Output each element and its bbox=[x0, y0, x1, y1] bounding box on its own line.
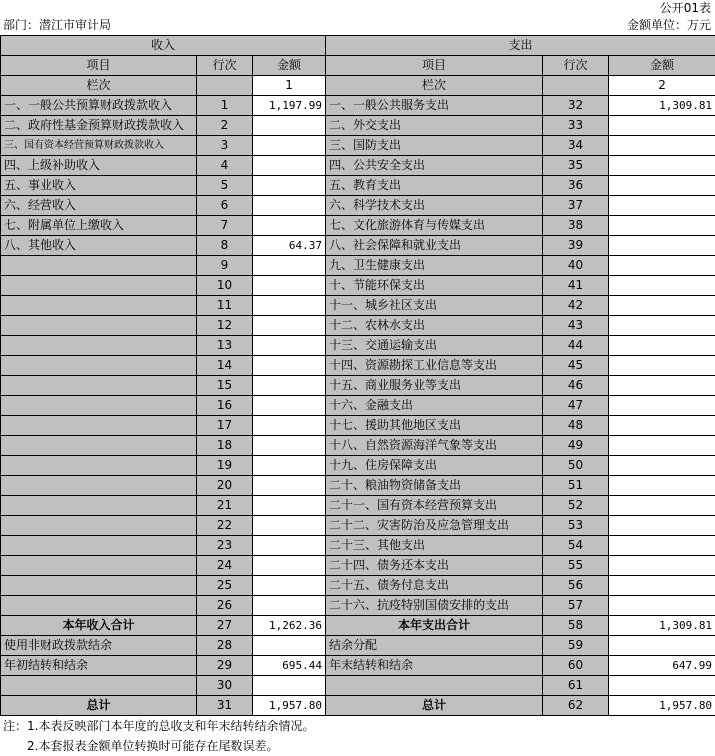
expense-row-number: 61 bbox=[543, 676, 609, 696]
table-row bbox=[1, 396, 715, 416]
income-row-number: 27 bbox=[197, 616, 253, 636]
expense-item-cell: 二十二、灾害防治及应急管理支出 bbox=[326, 516, 543, 536]
income-item-cell: 七、附属单位上缴收入 bbox=[1, 216, 197, 236]
income-amount-cell bbox=[253, 336, 326, 356]
income-item-cell: 六、经营收入 bbox=[1, 196, 197, 216]
income-row-number: 9 bbox=[197, 256, 253, 276]
expense-amount-cell bbox=[609, 276, 715, 296]
expense-amount-cell bbox=[609, 116, 715, 136]
column-header-row bbox=[1, 56, 715, 76]
income-amount-cell bbox=[253, 456, 326, 476]
expense-amount-cell bbox=[609, 356, 715, 376]
table-row bbox=[1, 176, 715, 196]
unit-label: 金额单位：万元 bbox=[626, 18, 711, 32]
expense-amount-cell bbox=[609, 196, 715, 216]
expense-item-header: 项目 bbox=[326, 56, 543, 76]
expense-row-number: 44 bbox=[543, 336, 609, 356]
income-item-cell: 二、政府性基金预算财政拨款收入 bbox=[1, 116, 197, 136]
table-row bbox=[1, 296, 715, 316]
table-row bbox=[1, 336, 715, 356]
income-row-number: 12 bbox=[197, 316, 253, 336]
table-row bbox=[1, 656, 715, 676]
expense-amount-cell: 1,309.81 bbox=[609, 96, 715, 116]
income-item-cell bbox=[1, 476, 197, 496]
income-row-number: 31 bbox=[197, 696, 253, 716]
expense-item-cell: 十三、交通运输支出 bbox=[326, 336, 543, 356]
income-row-number: 11 bbox=[197, 296, 253, 316]
income-item-cell: 使用非财政拨款结余 bbox=[1, 636, 197, 656]
expense-amount-cell: 647.99 bbox=[609, 656, 715, 676]
income-amount-cell: 64.37 bbox=[253, 236, 326, 256]
table-row bbox=[1, 316, 715, 336]
expense-row-number: 43 bbox=[543, 316, 609, 336]
income-row-number: 20 bbox=[197, 476, 253, 496]
income-amount-cell bbox=[253, 116, 326, 136]
income-row-number: 29 bbox=[197, 656, 253, 676]
income-item-cell: 三、国有资本经营预算财政拨款收入 bbox=[1, 136, 197, 156]
income-item-cell: 五、事业收入 bbox=[1, 176, 197, 196]
income-item-cell: 四、上级补助收入 bbox=[1, 156, 197, 176]
income-amount-cell bbox=[253, 596, 326, 616]
expense-row-number: 32 bbox=[543, 96, 609, 116]
income-row-number: 26 bbox=[197, 596, 253, 616]
income-row-number: 23 bbox=[197, 536, 253, 556]
expense-row-number: 38 bbox=[543, 216, 609, 236]
income-item-cell: 总计 bbox=[1, 696, 197, 716]
total-row bbox=[1, 696, 715, 716]
expense-item-cell: 十八、自然资源海洋气象等支出 bbox=[326, 436, 543, 456]
income-row-number: 30 bbox=[197, 676, 253, 696]
income-amount-cell bbox=[253, 316, 326, 336]
expense-row-number: 36 bbox=[543, 176, 609, 196]
expense-item-cell: 七、文化旅游体育与传媒支出 bbox=[326, 216, 543, 236]
table-row bbox=[1, 136, 715, 156]
expense-item-cell: 二十、粮油物资储备支出 bbox=[326, 476, 543, 496]
income-amount-cell bbox=[253, 296, 326, 316]
income-item-cell bbox=[1, 596, 197, 616]
income-row-number: 19 bbox=[197, 456, 253, 476]
income-row-number: 15 bbox=[197, 376, 253, 396]
expense-row-number: 62 bbox=[543, 696, 609, 716]
expense-amount-header: 金额 bbox=[609, 56, 715, 76]
expense-item-cell: 二十五、债务付息支出 bbox=[326, 576, 543, 596]
expense-row-number: 35 bbox=[543, 156, 609, 176]
income-item-cell bbox=[1, 516, 197, 536]
income-row-number: 28 bbox=[197, 636, 253, 656]
expense-row-number: 46 bbox=[543, 376, 609, 396]
section-header-row bbox=[1, 36, 715, 56]
expense-item-cell: 二十三、其他支出 bbox=[326, 536, 543, 556]
expense-item-cell: 二、外交支出 bbox=[326, 116, 543, 136]
expense-item-cell: 年末结转和结余 bbox=[326, 656, 543, 676]
expense-item-cell: 本年支出合计 bbox=[326, 616, 543, 636]
expense-row-number: 34 bbox=[543, 136, 609, 156]
expense-amount-cell bbox=[609, 536, 715, 556]
income-amount-cell bbox=[253, 436, 326, 456]
expense-item-cell: 十五、商业服务业等支出 bbox=[326, 376, 543, 396]
expense-row-number: 42 bbox=[543, 296, 609, 316]
income-row-number: 10 bbox=[197, 276, 253, 296]
table-row bbox=[1, 156, 715, 176]
income-amount-cell bbox=[253, 396, 326, 416]
subtotal-row bbox=[1, 616, 715, 636]
expense-item-cell: 十六、金融支出 bbox=[326, 396, 543, 416]
income-row-number: 4 bbox=[197, 156, 253, 176]
income-row-header: 行次 bbox=[197, 56, 253, 76]
expense-row-number: 58 bbox=[543, 616, 609, 636]
income-amount-cell bbox=[253, 376, 326, 396]
expense-row-number: 47 bbox=[543, 396, 609, 416]
income-col-label: 栏次 bbox=[1, 76, 197, 96]
income-item-cell bbox=[1, 496, 197, 516]
income-row-number: 8 bbox=[197, 236, 253, 256]
expense-row-number: 55 bbox=[543, 556, 609, 576]
income-row-number: 16 bbox=[197, 396, 253, 416]
note-2: 2.本套报表金额单位转换时可能存在尾数误差。 bbox=[27, 739, 279, 753]
income-row-number: 18 bbox=[197, 436, 253, 456]
table-row bbox=[1, 376, 715, 396]
income-amount-cell bbox=[253, 496, 326, 516]
income-amount-cell bbox=[253, 556, 326, 576]
expense-row-number: 50 bbox=[543, 456, 609, 476]
income-item-cell bbox=[1, 296, 197, 316]
expense-item-cell: 五、教育支出 bbox=[326, 176, 543, 196]
table-row bbox=[1, 496, 715, 516]
expense-amount-cell bbox=[609, 316, 715, 336]
expense-amount-cell: 1,309.81 bbox=[609, 616, 715, 636]
income-item-cell bbox=[1, 256, 197, 276]
table-row bbox=[1, 456, 715, 476]
income-amount-cell bbox=[253, 176, 326, 196]
expense-item-cell bbox=[326, 676, 543, 696]
expense-item-cell: 十七、援助其他地区支出 bbox=[326, 416, 543, 436]
income-amount-cell bbox=[253, 156, 326, 176]
income-row-number: 14 bbox=[197, 356, 253, 376]
income-item-cell bbox=[1, 456, 197, 476]
expense-amount-cell bbox=[609, 396, 715, 416]
expense-amount-cell bbox=[609, 676, 715, 696]
form-code: 公开01表 bbox=[659, 1, 711, 15]
income-amount-cell bbox=[253, 136, 326, 156]
income-row-number: 3 bbox=[197, 136, 253, 156]
table-row bbox=[1, 356, 715, 376]
income-amount-cell bbox=[253, 516, 326, 536]
expense-row-number: 33 bbox=[543, 116, 609, 136]
income-amount-cell bbox=[253, 356, 326, 376]
income-item-cell: 年初结转和结余 bbox=[1, 656, 197, 676]
table-row bbox=[1, 236, 715, 256]
income-item-cell bbox=[1, 276, 197, 296]
expense-row-number: 48 bbox=[543, 416, 609, 436]
table-row bbox=[1, 476, 715, 496]
budget-table bbox=[0, 35, 715, 716]
expense-col-label: 栏次 bbox=[326, 76, 543, 96]
income-item-cell bbox=[1, 576, 197, 596]
income-amount-cell bbox=[253, 476, 326, 496]
expense-item-cell: 八、社会保障和就业支出 bbox=[326, 236, 543, 256]
income-item-cell: 本年收入合计 bbox=[1, 616, 197, 636]
table-row bbox=[1, 96, 715, 116]
income-amount-header: 金额 bbox=[253, 56, 326, 76]
expense-col-blank bbox=[543, 76, 609, 96]
expense-item-cell: 总计 bbox=[326, 696, 543, 716]
expense-amount-cell bbox=[609, 456, 715, 476]
expense-amount-cell bbox=[609, 156, 715, 176]
expense-amount-cell bbox=[609, 136, 715, 156]
income-amount-cell: 1,197.99 bbox=[253, 96, 326, 116]
department-label: 部门：潜江市审计局 bbox=[3, 18, 112, 32]
table-row bbox=[1, 196, 715, 216]
income-row-number: 21 bbox=[197, 496, 253, 516]
income-item-cell: 八、其他收入 bbox=[1, 236, 197, 256]
expense-item-cell: 十、节能环保支出 bbox=[326, 276, 543, 296]
income-row-number: 25 bbox=[197, 576, 253, 596]
expense-item-cell: 三、国防支出 bbox=[326, 136, 543, 156]
expense-amount-cell bbox=[609, 216, 715, 236]
table-row bbox=[1, 576, 715, 596]
note-1: 注：1.本表反映部门本年度的总收支和年末结转结余情况。 bbox=[3, 719, 315, 733]
table-row bbox=[1, 216, 715, 236]
expense-col-number: 2 bbox=[609, 76, 715, 96]
income-item-cell bbox=[1, 556, 197, 576]
table-row bbox=[1, 536, 715, 556]
expense-row-number: 37 bbox=[543, 196, 609, 216]
expense-amount-cell bbox=[609, 516, 715, 536]
expense-amount-cell bbox=[609, 576, 715, 596]
expense-item-cell: 十二、农林水支出 bbox=[326, 316, 543, 336]
expense-amount-cell bbox=[609, 376, 715, 396]
expense-row-number: 39 bbox=[543, 236, 609, 256]
income-item-header: 项目 bbox=[1, 56, 197, 76]
expense-item-cell: 十九、住房保障支出 bbox=[326, 456, 543, 476]
expense-item-cell: 一、一般公共服务支出 bbox=[326, 96, 543, 116]
expense-item-cell: 十一、城乡社区支出 bbox=[326, 296, 543, 316]
income-row-number: 6 bbox=[197, 196, 253, 216]
expense-amount-cell bbox=[609, 416, 715, 436]
expense-row-number: 56 bbox=[543, 576, 609, 596]
expense-item-cell: 四、公共安全支出 bbox=[326, 156, 543, 176]
expense-row-number: 49 bbox=[543, 436, 609, 456]
income-item-cell bbox=[1, 676, 197, 696]
table-row bbox=[1, 256, 715, 276]
expense-item-cell: 六、科学技术支出 bbox=[326, 196, 543, 216]
income-row-number: 5 bbox=[197, 176, 253, 196]
expense-row-header: 行次 bbox=[543, 56, 609, 76]
table-row bbox=[1, 276, 715, 296]
expense-item-cell: 结余分配 bbox=[326, 636, 543, 656]
expense-item-cell: 二十四、债务还本支出 bbox=[326, 556, 543, 576]
expense-row-number: 45 bbox=[543, 356, 609, 376]
income-item-cell: 一、一般公共预算财政拨款收入 bbox=[1, 96, 197, 116]
expense-amount-cell bbox=[609, 476, 715, 496]
expense-amount-cell bbox=[609, 236, 715, 256]
table-row bbox=[1, 636, 715, 656]
expense-item-cell: 二十六、抗疫特别国债安排的支出 bbox=[326, 596, 543, 616]
expense-row-number: 57 bbox=[543, 596, 609, 616]
income-amount-cell bbox=[253, 216, 326, 236]
income-item-cell bbox=[1, 316, 197, 336]
expense-amount-cell bbox=[609, 556, 715, 576]
income-amount-cell: 695.44 bbox=[253, 656, 326, 676]
income-amount-cell bbox=[253, 256, 326, 276]
expense-amount-cell bbox=[609, 636, 715, 656]
expense-row-number: 52 bbox=[543, 496, 609, 516]
expense-row-number: 53 bbox=[543, 516, 609, 536]
income-row-number: 17 bbox=[197, 416, 253, 436]
income-item-cell bbox=[1, 356, 197, 376]
income-item-cell bbox=[1, 416, 197, 436]
income-row-number: 22 bbox=[197, 516, 253, 536]
expense-amount-cell bbox=[609, 436, 715, 456]
income-amount-cell bbox=[253, 636, 326, 656]
income-amount-cell bbox=[253, 276, 326, 296]
header-line-2 bbox=[0, 17, 715, 34]
income-item-cell bbox=[1, 536, 197, 556]
table-row bbox=[1, 416, 715, 436]
expense-item-cell: 十四、资源勘探工业信息等支出 bbox=[326, 356, 543, 376]
income-amount-cell bbox=[253, 416, 326, 436]
column-index-row bbox=[1, 76, 715, 96]
income-amount-cell bbox=[253, 576, 326, 596]
expense-amount-cell bbox=[609, 596, 715, 616]
expense-row-number: 40 bbox=[543, 256, 609, 276]
income-amount-cell: 1,957.80 bbox=[253, 696, 326, 716]
income-amount-cell bbox=[253, 676, 326, 696]
table-body bbox=[1, 36, 715, 716]
table-row bbox=[1, 436, 715, 456]
header-line-1 bbox=[0, 0, 715, 17]
income-col-number: 1 bbox=[253, 76, 326, 96]
expense-amount-cell bbox=[609, 176, 715, 196]
expense-amount-cell: 1,957.80 bbox=[609, 696, 715, 716]
income-item-cell bbox=[1, 436, 197, 456]
notes bbox=[0, 716, 715, 756]
income-row-number: 13 bbox=[197, 336, 253, 356]
expense-row-number: 41 bbox=[543, 276, 609, 296]
expense-amount-cell bbox=[609, 256, 715, 276]
table-row bbox=[1, 516, 715, 536]
income-item-cell bbox=[1, 396, 197, 416]
table-row bbox=[1, 676, 715, 696]
income-amount-cell bbox=[253, 196, 326, 216]
income-item-cell bbox=[1, 376, 197, 396]
expense-row-number: 51 bbox=[543, 476, 609, 496]
income-amount-cell: 1,262.36 bbox=[253, 616, 326, 636]
expense-item-cell: 二十一、国有资本经营预算支出 bbox=[326, 496, 543, 516]
income-row-number: 24 bbox=[197, 556, 253, 576]
expense-amount-cell bbox=[609, 296, 715, 316]
income-amount-cell bbox=[253, 536, 326, 556]
table-row bbox=[1, 596, 715, 616]
income-row-number: 7 bbox=[197, 216, 253, 236]
expense-amount-cell bbox=[609, 496, 715, 516]
income-col-blank bbox=[197, 76, 253, 96]
expense-amount-cell bbox=[609, 336, 715, 356]
expense-row-number: 54 bbox=[543, 536, 609, 556]
expense-row-number: 60 bbox=[543, 656, 609, 676]
expense-section-header: 支出 bbox=[326, 36, 715, 56]
table-row bbox=[1, 116, 715, 136]
income-row-number: 2 bbox=[197, 116, 253, 136]
table-row bbox=[1, 556, 715, 576]
income-item-cell bbox=[1, 336, 197, 356]
expense-item-cell: 九、卫生健康支出 bbox=[326, 256, 543, 276]
income-row-number: 1 bbox=[197, 96, 253, 116]
income-section-header: 收入 bbox=[1, 36, 326, 56]
expense-row-number: 59 bbox=[543, 636, 609, 656]
